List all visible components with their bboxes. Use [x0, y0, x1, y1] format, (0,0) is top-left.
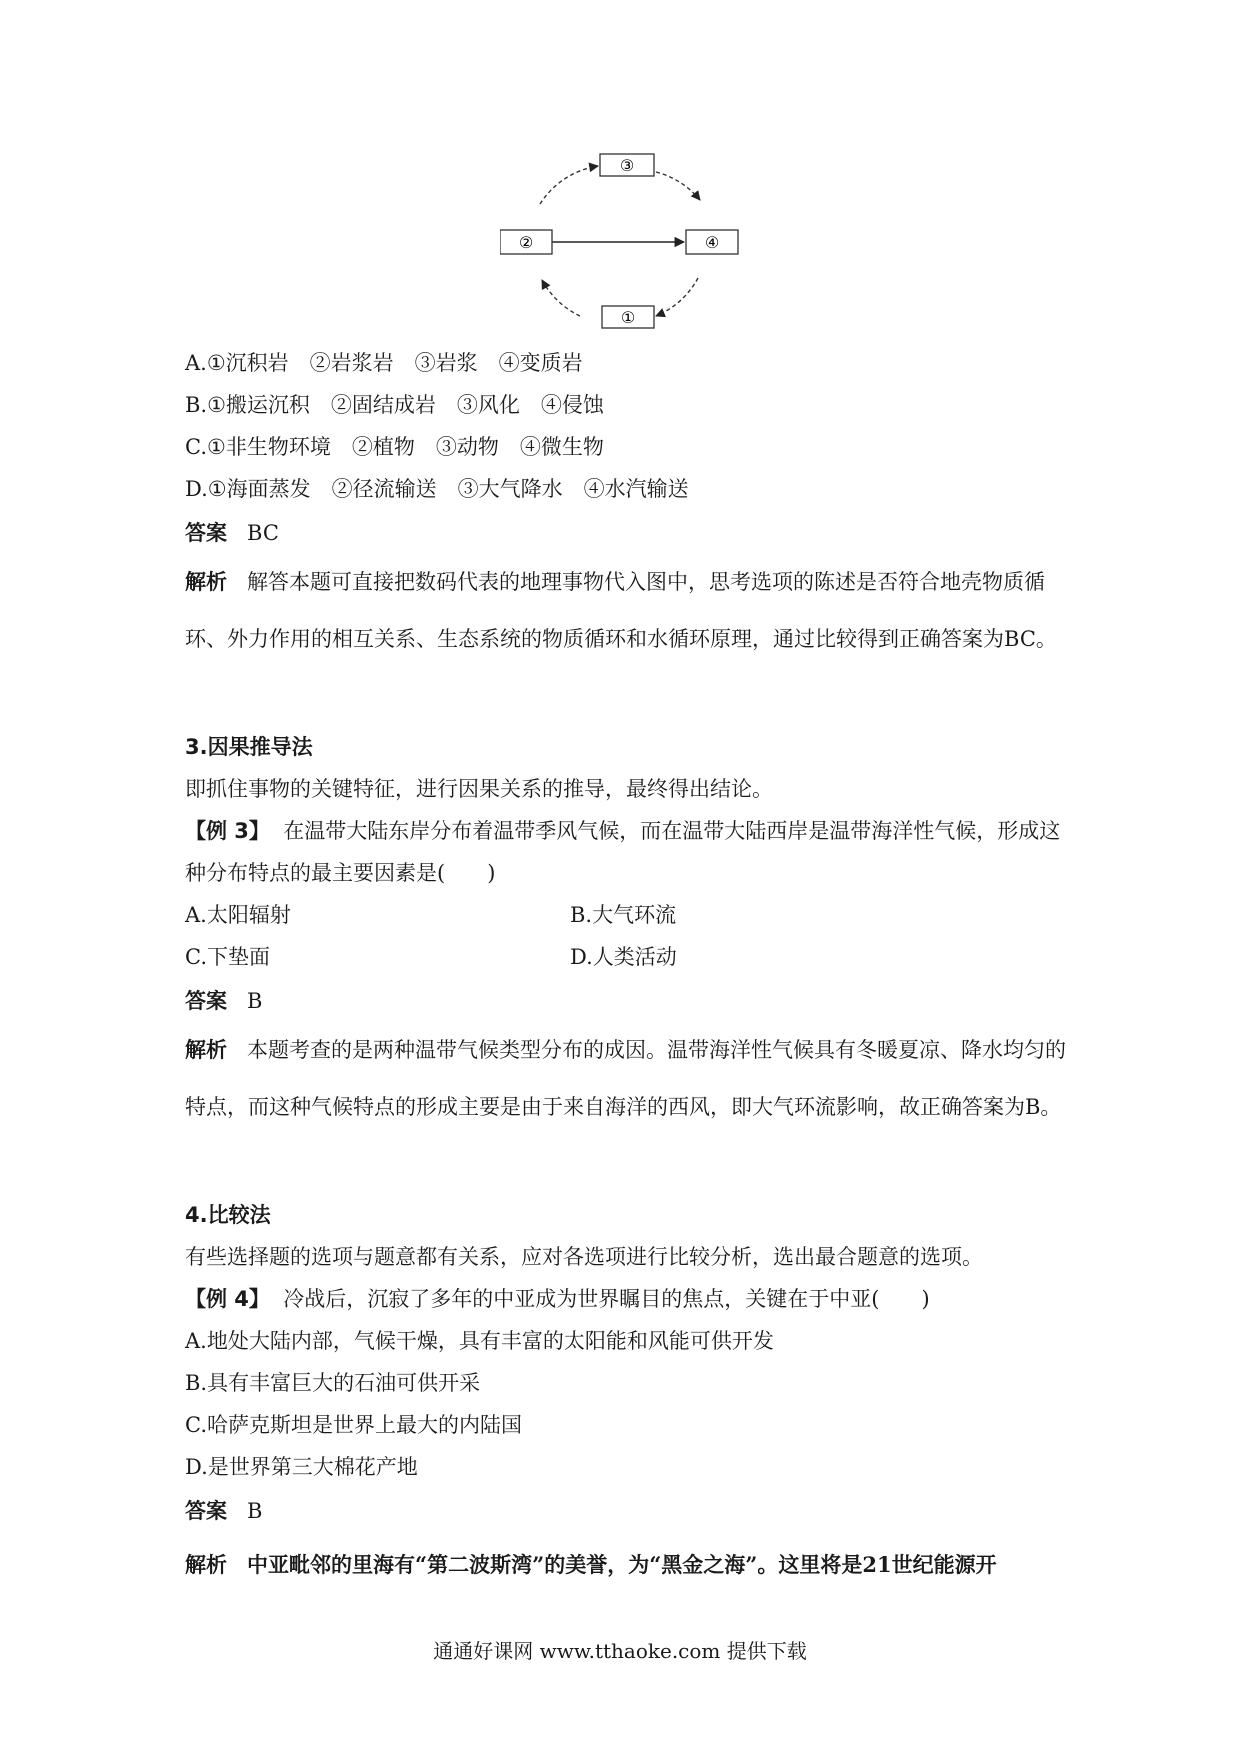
example-3-option-a: A.太阳辐射 [185, 903, 291, 927]
example-4-analysis [185, 1550, 997, 1580]
section-3-desc: 即抓住事物的关键特征，进行因果关系的推导，最终得出结论。 [185, 777, 773, 801]
svg-text:①: ① [620, 308, 636, 327]
svg-text:②: ② [518, 233, 534, 252]
node-left [500, 230, 552, 254]
q2-answer [185, 518, 279, 548]
example-4-option-b: B.具有丰富巨大的石油可供开采 [185, 1371, 481, 1395]
example-4-question [185, 1284, 930, 1314]
example-4-option-d: D.是世界第三大棉花产地 [185, 1455, 418, 1479]
node-top [600, 154, 654, 176]
analysis-label: 解析 [185, 570, 227, 594]
example-4-option-a: A.地处大陆内部，气候干燥，具有丰富的太阳能和风能可供开发 [185, 1329, 774, 1353]
cycle-diagram [500, 150, 740, 340]
q2-option-c: C.①非生物环境 ②植物 ③动物 ④微生物 [185, 435, 604, 459]
analysis-label: 解析 [185, 1038, 227, 1062]
arc-top-left [540, 166, 598, 204]
q2-option-d: D.①海面蒸发 ②径流输送 ③大气降水 ④水汽输送 [185, 477, 689, 501]
example-3-option-b: B.大气环流 [570, 903, 677, 927]
answer-label: 答案 [185, 1499, 227, 1523]
answer-label: 答案 [185, 521, 227, 545]
example-4-option-c: C.哈萨克斯坦是世界上最大的内陆国 [185, 1413, 522, 1437]
analysis-text: 解答本题可直接把数码代表的地理事物代入图中，思考选项的陈述是否符合地壳物质循环、外力作用的相互关系、生态系统的物质循环和水循环原理，通过比较得到正确答案为BC。 [185, 570, 1057, 651]
svg-text:④: ④ [704, 233, 720, 252]
section-4-desc: 有些选择题的选项与题意都有关系，应对各选项进行比较分析，选出最合题意的选项。 [185, 1245, 983, 1269]
page-footer: 通通好课网 www.tthaoke.com 提供下载 [433, 1639, 807, 1663]
example-4-text: 冷战后，沉寂了多年的中亚成为世界瞩目的焦点，关键在于中亚( ) [283, 1287, 930, 1311]
analysis-label: 解析 [185, 1553, 227, 1577]
example-3-answer [185, 986, 262, 1016]
section-3-title: 3.因果推导法 [185, 735, 313, 759]
analysis-text: 中亚毗邻的里海有“第二波斯湾”的美誉，为“黑金之海”。这里将是21世纪能源开 [247, 1552, 997, 1577]
arc-top-right [656, 172, 700, 200]
example-4-tag: 【例 4】 [185, 1287, 270, 1311]
example-4-answer [185, 1496, 262, 1526]
q2-option-a: A.①沉积岩 ②岩浆岩 ③岩浆 ④变质岩 [185, 351, 583, 375]
answer-value: B [247, 1499, 263, 1523]
arc-bottom-right [656, 278, 698, 316]
answer-value: BC [247, 521, 279, 545]
answer-value: B [247, 989, 263, 1013]
section-4-title: 4.比较法 [185, 1203, 271, 1227]
example-3-option-d: D.人类活动 [570, 945, 677, 969]
q2-analysis [185, 554, 1080, 668]
answer-label: 答案 [185, 989, 227, 1013]
arc-bottom-left [542, 280, 580, 316]
q2-option-b: B.①搬运沉积 ②固结成岩 ③风化 ④侵蚀 [185, 393, 604, 417]
analysis-text: 本题考查的是两种温带气候类型分布的成因。温带海洋性气候具有冬暖夏凉、降水均匀的特点，而这种气候特点的形成主要是由于来自海洋的西风，即大气环流影响，故正确答案为B。 [185, 1038, 1067, 1119]
example-3-text: 在温带大陆东岸分布着温带季风气候，而在温带大陆西岸是温带海洋性气候，形成这 [283, 819, 1061, 843]
svg-text:③: ③ [619, 156, 635, 175]
example-3-line1 [185, 816, 1060, 846]
node-right [686, 230, 738, 254]
example-3-option-c: C.下垫面 [185, 945, 270, 969]
example-3-line2: 种分布特点的最主要因素是( ) [185, 861, 496, 885]
example-3-analysis [185, 1022, 1080, 1136]
node-bottom [602, 306, 654, 328]
example-3-tag: 【例 3】 [185, 819, 270, 843]
